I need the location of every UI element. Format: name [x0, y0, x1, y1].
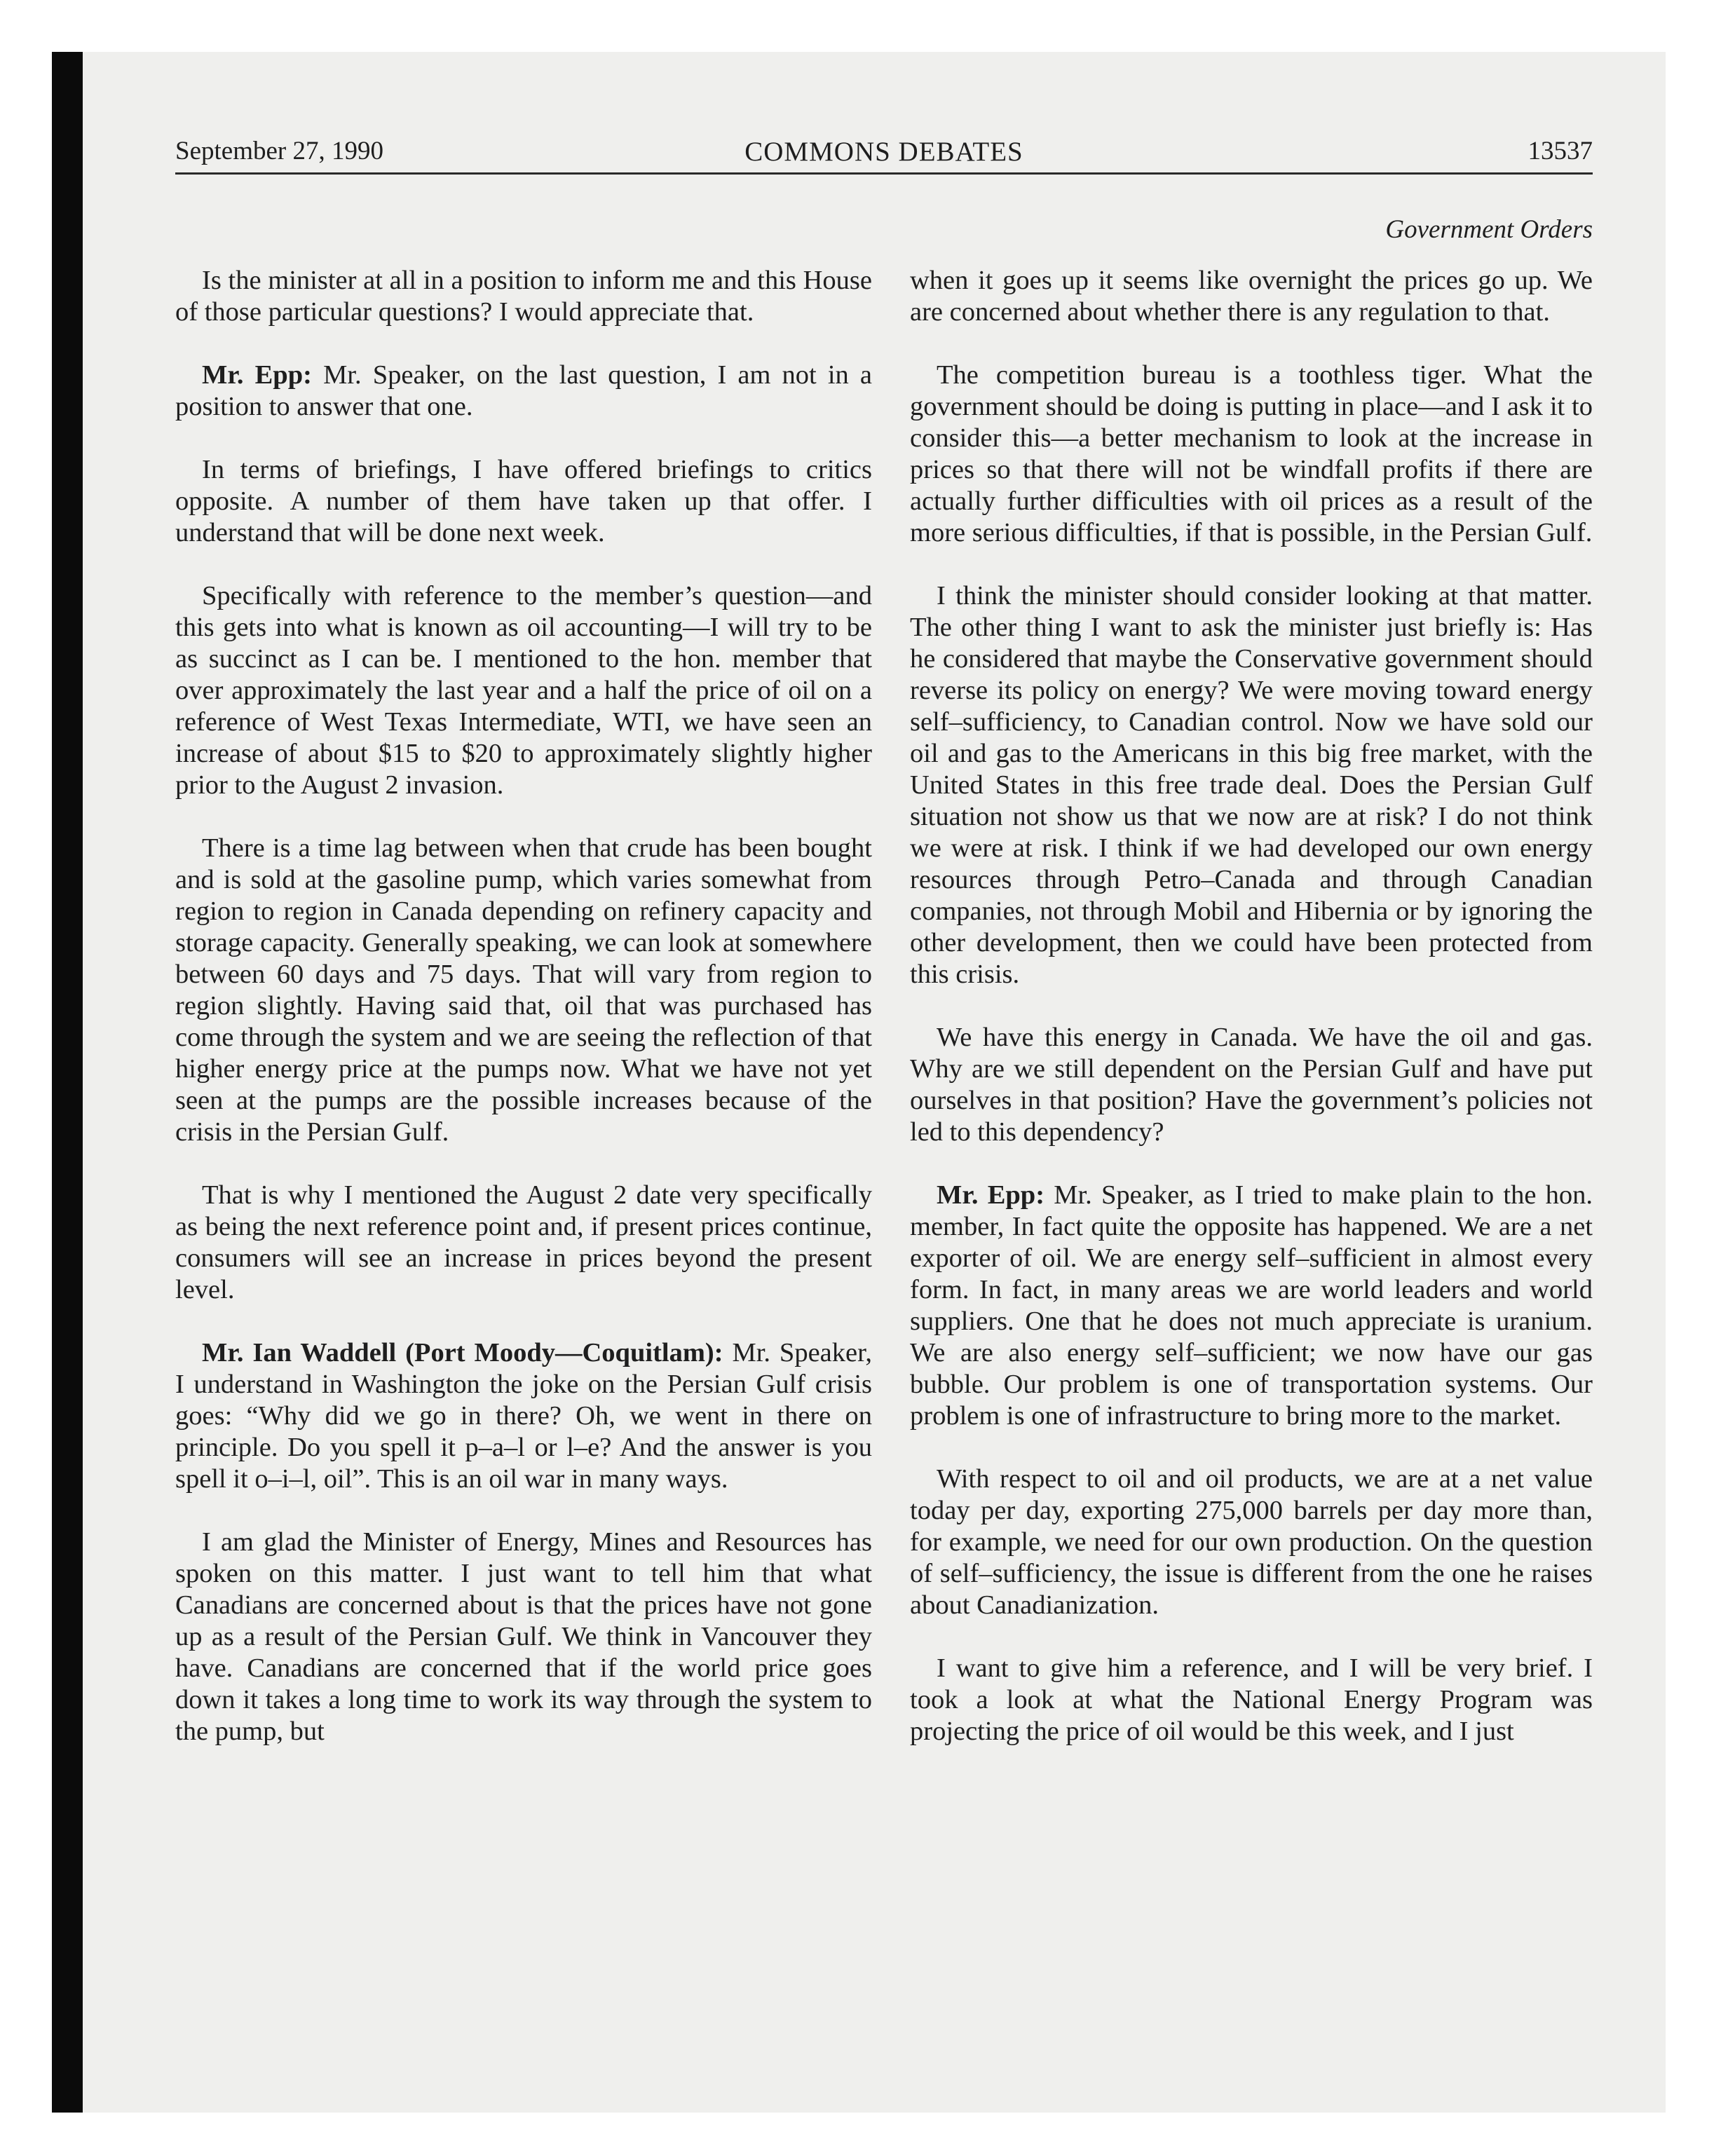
paragraph-text: We have this energy in Canada. We have the oil and gas. Why are we still dependent on the Persian Gulf and have put ourselves in that position? Have the government’s policies not led to this dependency? — [910, 1023, 1593, 1147]
paragraph-text: There is a time lag between when that crude has been bought and is sold at the gasoline pump, which varies somewhat from region to region in Canada depending on refinery capacity and storage capacity. Generally speaking, we can look at somewhere between 60 days and 75 days. That will vary from region to region slightly. Having said that, oil that was purchased has come through the system and we are seeing the reflection of that higher energy price at the pumps now. What we have not yet seen at the pumps are the possible increases because of the crisis in the Persian Gulf. — [175, 833, 872, 1147]
paragraph — [175, 1527, 872, 1747]
paragraph — [175, 360, 872, 423]
section-label: Government Orders — [1385, 215, 1593, 244]
paragraph — [910, 1464, 1593, 1621]
paragraph-text: Is the minister at all in a position to inform me and this House of those particular questions? I would appreciate that. — [175, 266, 872, 327]
paragraph-text: In terms of briefings, I have offered briefings to critics opposite. A number of them have taken up that offer. I understand that will be done next week. — [175, 455, 872, 547]
speaker-name: Mr. Epp: — [202, 360, 312, 390]
paragraph — [910, 1022, 1593, 1148]
paragraph-text: I want to give him a reference, and I will be very brief. I took a look at what the National Energy Program was projecting the price of oil would be this week, and I just — [910, 1653, 1593, 1746]
header-title: COMMONS DEBATES — [744, 137, 1023, 167]
paragraph-text: Mr. Speaker, I understand in Washington the joke on the Persian Gulf crisis goes: “Why did we go in there? Oh, we went in there on principle. Do you spell it p–a–l or l–e? And the answer is you spell it o–i–l, oil”. This is an oil war in many ways. — [175, 1338, 872, 1494]
paragraph-text: Mr. Speaker, as I tried to make plain to the hon. member, In fact quite the opposite has happened. We are a net exporter of oil. We are energy self–sufficient in almost every form. In fact, in many areas we are world leaders and world suppliers. One that he does not much appreciate is uranium. We are also energy self–sufficient; we now have our gas bubble. Our problem is one of transportation systems. Our problem is one of infrastructure to bring more to the market. — [910, 1180, 1593, 1431]
header-page-number: 13537 — [1528, 137, 1593, 165]
paragraph — [910, 265, 1593, 328]
paragraph — [175, 265, 872, 328]
speaker-name: Mr. Ian Waddell (Port Moody—Coquitlam): — [202, 1338, 723, 1367]
header-date: September 27, 1990 — [175, 137, 383, 165]
paragraph-text: With respect to oil and oil products, we are at a net value today per day, exporting 275,000 barrels per day more than, for example, we need for our own production. On the question of self–sufficiency, the issue is different from the one he raises about Canadianization. — [910, 1464, 1593, 1620]
right-column — [910, 265, 1593, 1779]
paragraph-text: The competition bureau is a toothless tiger. What the government should be doing is putting in place—and I ask it to consider this—a better mechanism to look at the increase in prices so that there will not be windfall profits if there are actually further difficulties with oil prices as a result of the more serious difficulties, if that is possible, in the Persian Gulf. — [910, 360, 1593, 547]
page-header — [175, 132, 1593, 175]
paragraph-text: I am glad the Minister of Energy, Mines and Resources has spoken on this matter. I just want to tell him that what Canadians are concerned about is that the prices have not gone up as a result of the Persian Gulf. We think in Vancouver they have. Canadians are concerned that if the world price goes down it takes a long time to work its way through the system to the pump, but — [175, 1527, 872, 1746]
left-column — [175, 265, 872, 1779]
paragraph — [910, 580, 1593, 990]
paragraph — [910, 360, 1593, 549]
paragraph-text: That is why I mentioned the August 2 date very specifically as being the next reference point and, if present prices continue, consumers will see an increase in prices beyond the present level. — [175, 1180, 872, 1304]
paragraph — [175, 454, 872, 549]
paragraph-text: Mr. Speaker, on the last question, I am not in a position to answer that one. — [175, 360, 872, 421]
paragraph — [175, 1180, 872, 1306]
paragraph — [910, 1653, 1593, 1747]
scan-edge — [52, 52, 83, 2113]
paragraph-text: Specifically with reference to the member’s question—and this gets into what is known as oil accounting—I will try to be as succinct as I can be. I mentioned to the hon. member that over approximately the last year and a half the price of oil on a reference of West Texas Intermediate, WTI, we have seen an increase of about $15 to $20 to approximately slightly higher prior to the August 2 invasion. — [175, 581, 872, 800]
paragraph-text: when it goes up it seems like overnight the prices go up. We are concerned about whether there is any regulation to that. — [910, 266, 1593, 327]
paragraph — [175, 833, 872, 1148]
paragraph-text: I think the minister should consider looking at that matter. The other thing I want to ask the minister just briefly is: Has he considered that maybe the Conservative government should reverse its policy on energy? We were moving toward energy self–sufficiency, to Canadian control. Now we have sold our oil and gas to the Americans in this big free market, with the United States in this free trade deal. Does the Persian Gulf situation not show us that we now are at risk? I do not think we were at risk. I think if we had developed our own energy resources through Petro–Canada and through Canadian companies, not through Mobil and Hibernia or by ignoring the other development, then we could have been protected from this crisis. — [910, 581, 1593, 989]
paragraph — [910, 1180, 1593, 1432]
speaker-name: Mr. Epp: — [937, 1180, 1045, 1210]
paragraph — [175, 1337, 872, 1495]
paragraph — [175, 580, 872, 801]
